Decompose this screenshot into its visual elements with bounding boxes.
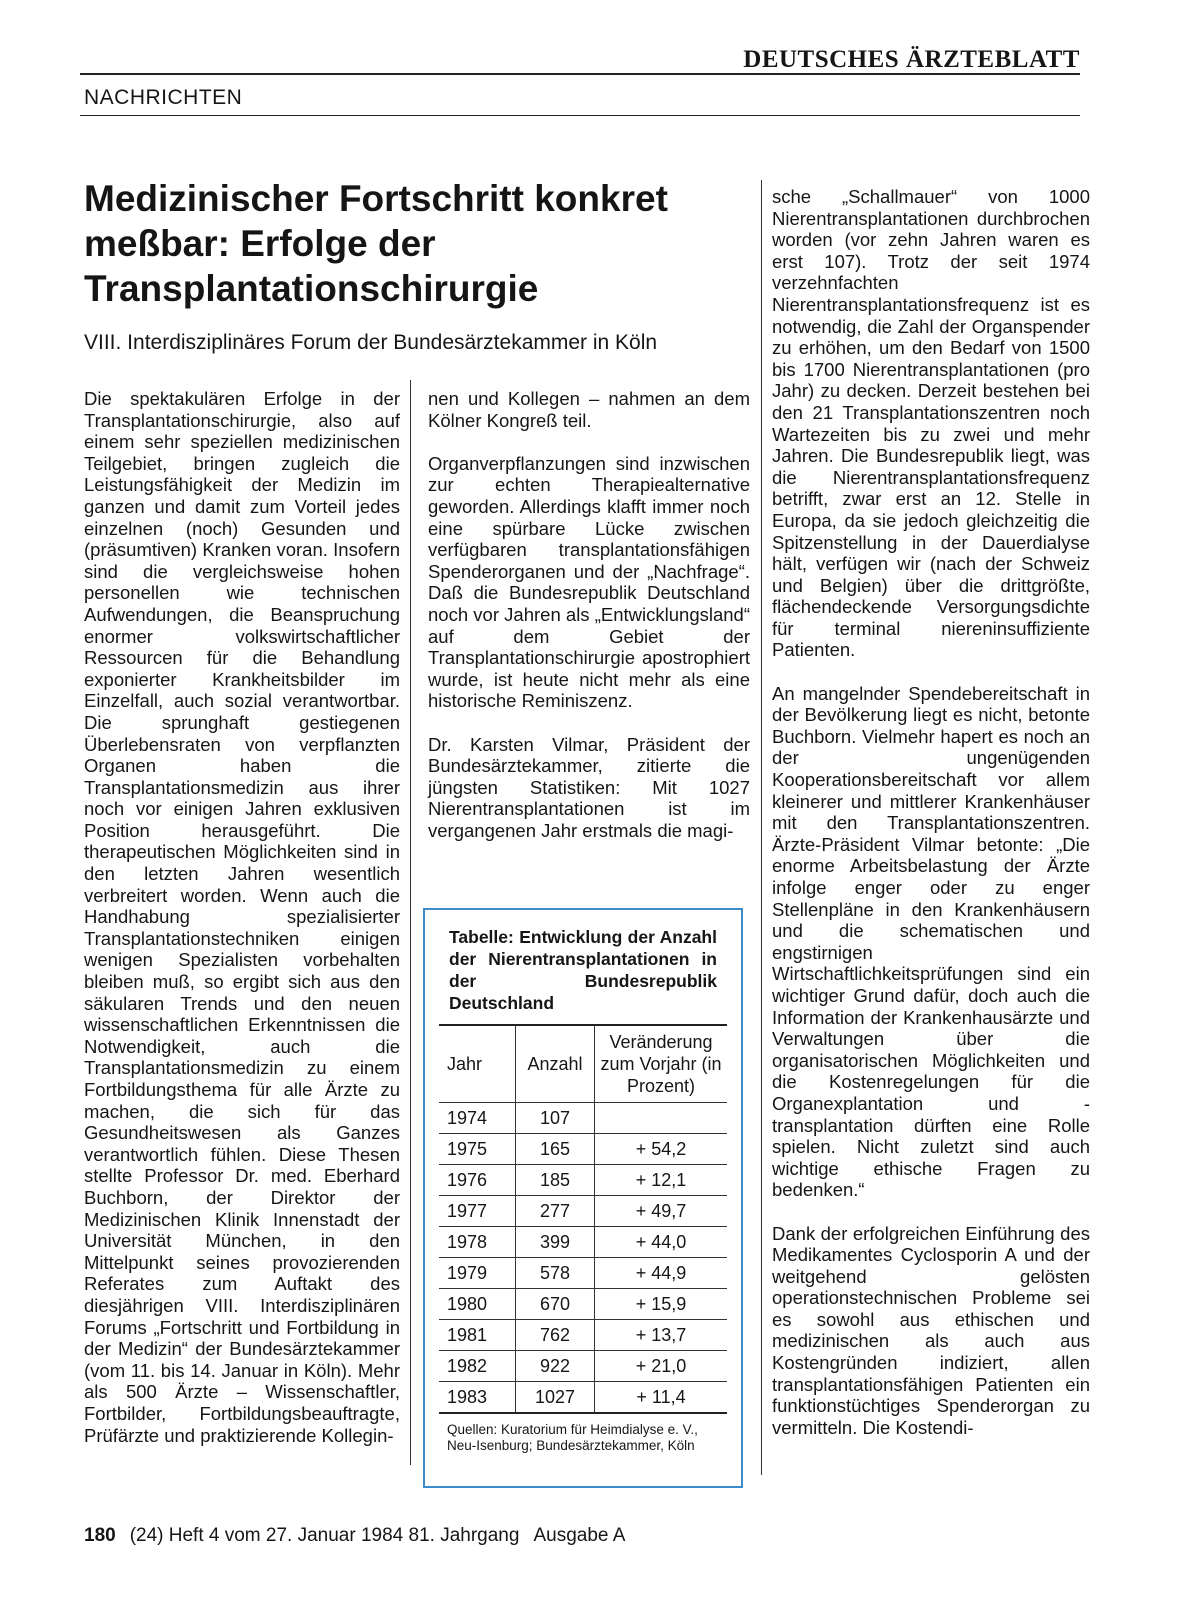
cell-change: + 44,9 <box>595 1258 728 1289</box>
paragraph: Organverpflanzungen sind inzwischen zur echten Therapiealternative geworden. Allerdings klafft immer noch eine spürbare Lücke zwischen verfügbaren transplantationsfähigen Spenderorganen und der „Nachfrage“. Daß die Bundesrepublik Deutschland noch vor Jahren als „Entwicklungsland“ auf dem Gebiet der Transplantationschirurgie apostrophiert wurde, ist heute nicht mehr als eine historische Reminiszenz. <box>428 452 750 712</box>
cell-year: 1978 <box>439 1227 516 1258</box>
cell-change: + 49,7 <box>595 1196 728 1227</box>
paragraph: Dank der erfolgreichen Einführung des Medikamentes Cyclosporin A und der weitgehend gelösten operationstechnischen Probleme sei es sowohl aus ethischen und medizinischen als auch aus Kostengründen indiziert, allen transplantationsfähigen Patienten ein funktionstüchtiges Spenderorgan zu vermitteln. Die Kostendi- <box>772 1222 1090 1438</box>
cell-count: 165 <box>516 1134 595 1165</box>
table-header-row <box>439 1025 727 1103</box>
column-divider <box>410 380 411 1465</box>
cell-change: + 13,7 <box>595 1320 728 1351</box>
cell-year: 1982 <box>439 1351 516 1382</box>
article-subtitle: VIII. Interdisziplinäres Forum der Bundesärztekammer in Köln <box>84 331 658 354</box>
cell-year: 1979 <box>439 1258 516 1289</box>
table-row <box>439 1258 727 1289</box>
column-1 <box>84 388 400 1446</box>
cell-count: 578 <box>516 1258 595 1289</box>
header-count: Anzahl <box>516 1025 595 1103</box>
paragraph: Dr. Karsten Vilmar, Präsident der Bundesärztekammer, zitierte die jüngsten Statistiken: Mit 1027 Nierentransplantationen ist im vergangenen Jahr erstmals die magi- <box>428 733 750 841</box>
table-row <box>439 1351 727 1382</box>
masthead: DEUTSCHES ÄRZTEBLATT <box>743 46 1080 73</box>
cell-count: 277 <box>516 1196 595 1227</box>
cell-year: 1975 <box>439 1134 516 1165</box>
article-title: Medizinischer Fortschritt konkret meßbar: Erfolge der Transplantationschirurgie <box>84 178 668 309</box>
section-label: NACHRICHTEN <box>84 86 243 109</box>
cell-count: 107 <box>516 1103 595 1134</box>
table-row <box>439 1227 727 1258</box>
paragraph: sche „Schallmauer“ von 1000 Nierentransplantationen durchbrochen worden (vor zehn Jahren waren es erst 107). Trotz der seit 1974 verzehnfachten Nierentransplantationsfrequenz ist es notwendig, die Zahl der Organspender zu erhöhen, um den Bedarf von 1500 bis 1700 Nierentransplantationen (pro Jahr) zu decken. Derzeit bestehen bei den 21 Transplantationszentren noch Wartezeiten bis zu zwei und mehr Jahren. Die Bundesrepublik liegt, was die Nierentransplantationsfrequenz betrifft, zwar erst an 12. Stelle in Europa, da sie jedoch gleichzeitig die Spitzenstellung in der Dauerdialyse hält, verfügen wir (nach der Schweiz und Belgien) über die drittgrößte, flächendeckende Versorgungsdichte für terminal niereninsuffiziente Patienten. <box>772 186 1090 661</box>
cell-change: + 44,0 <box>595 1227 728 1258</box>
table-row <box>439 1134 727 1165</box>
table-row <box>439 1320 727 1351</box>
table-row <box>439 1165 727 1196</box>
cell-year: 1983 <box>439 1382 516 1414</box>
cell-year: 1981 <box>439 1320 516 1351</box>
table-row <box>439 1103 727 1134</box>
paragraph: An mangelnder Spendebereitschaft in der Bevölkerung liegt es nicht, betonte Buchborn. Vielmehr hapert es noch an der ungenügenden Kooperationsbereitschaft vor allem kleinerer und mittlerer Krankenhäuser mit den Transplantationszentren. Ärzte-Präsident Vilmar betonte: „Die enorme Arbeitsbelastung der Ärzte infolge enger oder zu enger Stellenpläne in den Krankenhäusern und die schematischen und engstirnigen Wirtschaftlichkeitsprüfungen sind ein wichtiger Grund dafür, doch auch die Information der Krankenhausärzte und Verwaltungen über die organisatorischen Möglichkeiten und die Kostenregelungen für die Organexplantation und -transplantation dürften eine Rolle spielen. Nicht zuletzt sind auch wichtige ethische Fragen zu bedenken.“ <box>772 682 1090 1201</box>
header-change: Veränderung zum Vorjahr (in Prozent) <box>595 1025 728 1103</box>
cell-change: + 15,9 <box>595 1289 728 1320</box>
table-title: Tabelle: Entwicklung der Anzahl der Nierentransplantationen in der Bundesrepublik Deutschland <box>449 927 717 1013</box>
cell-year: 1977 <box>439 1196 516 1227</box>
section-rule <box>80 115 1080 116</box>
column-2 <box>428 388 750 841</box>
cell-change: + 11,4 <box>595 1382 728 1414</box>
cell-count: 399 <box>516 1227 595 1258</box>
cell-count: 185 <box>516 1165 595 1196</box>
table-source: Quellen: Kuratorium für Heimdialyse e. V., Neu-Isenburg; Bundesärztekammer, Köln <box>447 1422 698 1453</box>
cell-count: 1027 <box>516 1382 595 1414</box>
cell-year: 1976 <box>439 1165 516 1196</box>
cell-change: + 54,2 <box>595 1134 728 1165</box>
table-row <box>439 1382 727 1414</box>
page-number: 180 <box>84 1525 116 1546</box>
cell-year: 1974 <box>439 1103 516 1134</box>
cell-count: 922 <box>516 1351 595 1382</box>
cell-count: 670 <box>516 1289 595 1320</box>
cell-year: 1980 <box>439 1289 516 1320</box>
data-table-box <box>423 908 743 1488</box>
cell-change: + 21,0 <box>595 1351 728 1382</box>
edition: Ausgabe A <box>533 1525 626 1546</box>
paragraph: nen und Kollegen – nahmen an dem Kölner Kongreß teil. <box>428 388 750 431</box>
masthead-rule <box>80 73 1080 75</box>
cell-count: 762 <box>516 1320 595 1351</box>
column-divider <box>761 180 762 1475</box>
page-footer <box>84 1525 625 1547</box>
column-3 <box>772 186 1090 1438</box>
paragraph: Die spektakulären Erfolge in der Transplantationschirurgie, also auf einem sehr speziellen medizinischen Teilgebiet, bringen zugleich die Leistungsfähigkeit der Medizin im ganzen und damit zum Vorteil jedes einzelnen (noch) Gesunden und (präsumtiven) Kranken voran. Insofern sind die vergleichsweise hohen personellen wie technischen Aufwendungen, die Beanspruchung enormer volkswirtschaftlicher Ressourcen für die Behandlung exponierter Krankheitsbilder im Einzelfall, auch sozial verantwortbar. Die sprunghaft gestiegenen Überlebensraten von verpflanzten Organen haben die Transplantationsmedizin aus ihrer noch vor einigen Jahren exklusiven Position herausgeführt. Die therapeutischen Möglichkeiten sind in den letzten Jahren wesentlich verbreitert worden. Wenn auch die Handhabung spezialisierter Transplantationstechniken einigen wenigen Spezialisten vorbehalten bleiben muß, so ergibt sich aus den säkularen Trends und den neuen wissenschaftlichen Erkenntnissen die Notwendigkeit, auch die Transplantationsmedizin zu einem Fortbildungsthema für alle Ärzte zu machen, die sich für das Gesundheitswesen als Ganzes verantwortlich fühlen. Diese Thesen stellte Professor Dr. med. Eberhard Buchborn, der Direktor der Medizinischen Klinik Innenstadt der Universität München, in den Mittelpunkt seines provozierenden Referates zum Auftakt des diesjährigen VIII. Interdisziplinären Forums „Fortschritt und Fortbildung in der Medizin“ der Bundesärztekammer (vom 11. bis 14. Januar in Köln). Mehr als 500 Ärzte – Wissenschaftler, Fortbilder, Fortbildungsbeauftragte, Prüfärzte und praktizierende Kollegin- <box>84 388 400 1446</box>
issue-info: (24) Heft 4 vom 27. Januar 1984 81. Jahrgang <box>129 1525 520 1546</box>
header-year: Jahr <box>439 1025 516 1103</box>
cell-change <box>595 1103 728 1134</box>
table-row <box>439 1289 727 1320</box>
table-row <box>439 1196 727 1227</box>
cell-change: + 12,1 <box>595 1165 728 1196</box>
transplant-table <box>439 1024 727 1414</box>
